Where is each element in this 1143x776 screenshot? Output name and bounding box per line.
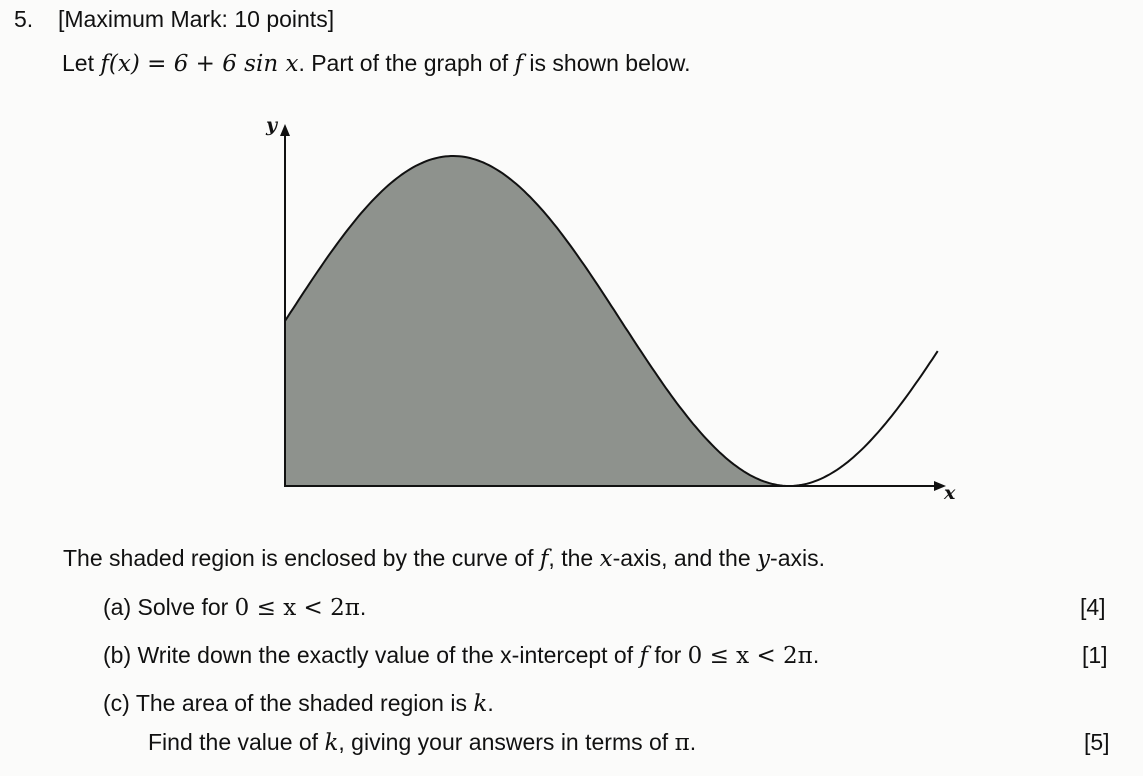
part-b-label: (b): [103, 642, 132, 668]
part-c-k: k: [473, 691, 488, 717]
part-a-end: .: [359, 594, 367, 620]
part-c-line2: [148, 729, 696, 756]
statement-part3: -axis, and the: [612, 545, 758, 571]
part-c-label: (c): [103, 690, 130, 716]
part-a: [103, 594, 366, 621]
part-b-text: Write down the exactly value of the x-intercept of: [137, 642, 640, 668]
part-c-line2-k: k: [324, 730, 339, 756]
intro-f: f: [514, 51, 524, 77]
x-axis-label: x: [944, 482, 956, 504]
statement-x: x: [599, 546, 613, 572]
part-c-text: The area of the shaded region is: [135, 690, 474, 716]
intro-suffix: . Part of the graph of: [298, 50, 515, 76]
part-c-pi: π: [674, 730, 690, 756]
function-expression: f(x) = 6 + 6 sin x: [100, 51, 299, 77]
part-c-end: .: [487, 690, 494, 716]
intro-end: is shown below.: [523, 50, 691, 76]
question-heading: [Maximum Mark: 10 points]: [58, 6, 335, 32]
part-b-marks: [1]: [1082, 642, 1108, 668]
part-c-marks: [5]: [1084, 729, 1110, 755]
part-a-math: 0 ≤ x < 2π: [234, 595, 360, 621]
part-c-line2-a: Find the value of: [148, 729, 325, 755]
part-b-f: f: [639, 643, 649, 669]
region-statement: [63, 545, 825, 572]
part-c: [103, 690, 494, 717]
statement-f: f: [539, 546, 549, 572]
intro-prefix: Let: [62, 50, 101, 76]
statement-part2: , the: [548, 545, 600, 571]
question-number: 5.: [14, 6, 34, 32]
part-c-line2-b: , giving your answers in terms of: [338, 729, 675, 755]
part-a-marks: [4]: [1080, 594, 1106, 620]
part-b-math: 0 ≤ x < 2π: [687, 643, 813, 669]
y-axis-label: y: [266, 114, 278, 136]
part-b-text2: for: [648, 642, 688, 668]
part-b: [103, 642, 819, 669]
y-axis-arrow: [280, 124, 290, 136]
part-a-label: (a): [103, 594, 132, 620]
part-c-line2-end: .: [689, 729, 697, 755]
statement-part1: The shaded region is enclosed by the curve of: [63, 545, 540, 571]
part-a-text: Solve for: [137, 594, 235, 620]
statement-part4: -axis.: [770, 545, 825, 571]
part-b-end: .: [812, 642, 820, 668]
statement-y: y: [757, 546, 771, 572]
